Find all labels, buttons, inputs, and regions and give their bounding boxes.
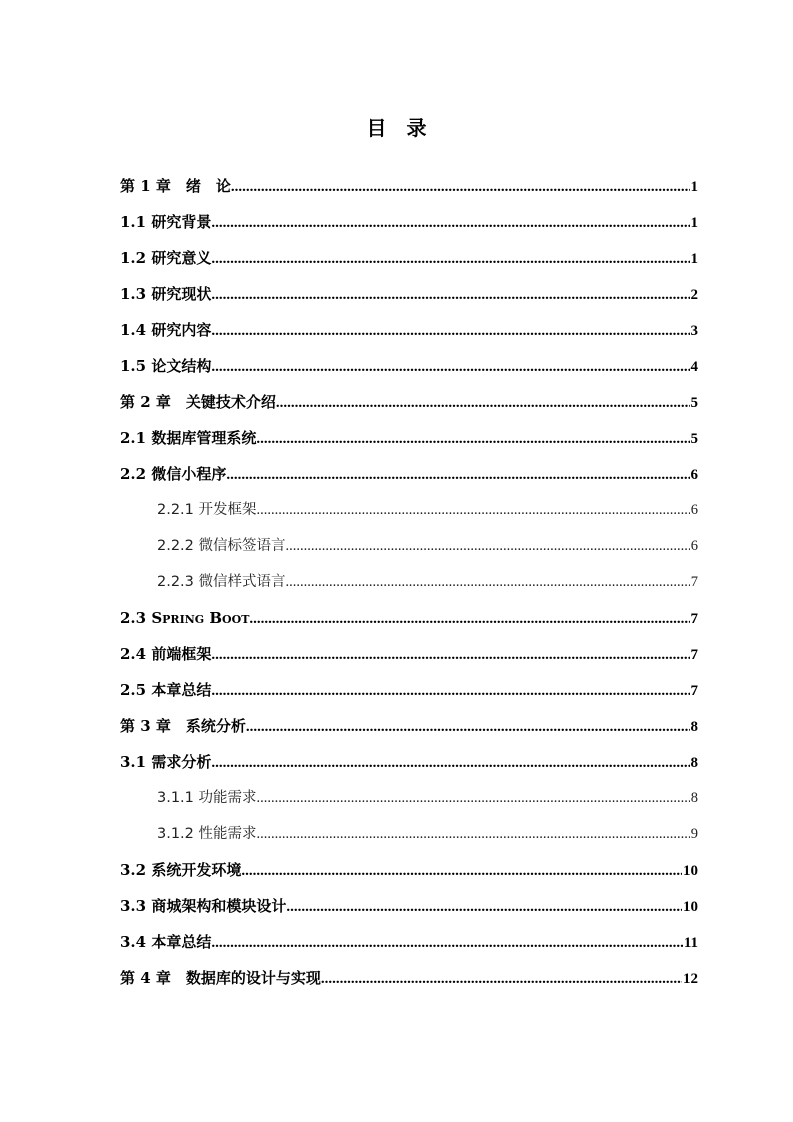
toc-entry-label: 1.3 研究现状 <box>120 285 212 303</box>
toc-entry-label: 2.2 微信小程序 <box>120 465 227 483</box>
toc-entry-page: 1 <box>690 251 698 267</box>
toc-entry-page: 10 <box>683 899 698 915</box>
toc-entry-page: 2 <box>690 287 698 303</box>
toc-leader <box>257 492 690 528</box>
toc-entry[interactable] <box>120 240 698 276</box>
toc-entry-label: 3.1 需求分析 <box>120 753 212 771</box>
toc-subentry[interactable] <box>120 528 698 564</box>
toc-entry[interactable] <box>120 384 698 420</box>
toc-entry-page: 3 <box>690 323 698 339</box>
toc-leader <box>249 601 689 637</box>
toc-entry-page: 7 <box>690 611 698 627</box>
toc-leader <box>211 277 689 313</box>
toc-entry[interactable] <box>120 924 698 960</box>
toc-entry-page: 12 <box>683 971 698 987</box>
toc-entry[interactable] <box>120 456 698 492</box>
toc-entry-page: 7 <box>690 683 698 699</box>
toc-entry-label: 1.2 研究意义 <box>120 249 212 267</box>
toc-leader <box>246 709 690 745</box>
toc-entry-page: 9 <box>690 826 698 842</box>
toc-entry-label: 3.1.1 功能需求 <box>157 790 257 806</box>
toc-entry-page: 5 <box>690 431 698 447</box>
toc-entry-label: 2.2.1 开发框架 <box>157 502 257 518</box>
toc-subentry[interactable] <box>120 492 698 528</box>
toc-leader <box>257 780 690 816</box>
toc-entry[interactable] <box>120 960 698 996</box>
toc-entry-label: 3.1.2 性能需求 <box>157 826 257 842</box>
toc-leader <box>226 457 689 493</box>
toc-entry-label: 第 2 章 关键技术介绍 <box>120 393 276 411</box>
toc-leader <box>211 313 689 349</box>
toc-entry-page: 6 <box>690 502 698 518</box>
toc-entry[interactable] <box>120 168 698 204</box>
page-title: 目 录 <box>366 116 427 140</box>
table-of-contents <box>120 168 698 996</box>
toc-entry-label: 2.3 Spring Boot <box>120 609 250 627</box>
toc-entry[interactable] <box>120 744 698 780</box>
toc-leader <box>241 853 682 889</box>
toc-entry[interactable] <box>120 636 698 672</box>
toc-entry[interactable] <box>120 852 698 888</box>
toc-entry-page: 1 <box>690 179 698 195</box>
toc-entry[interactable] <box>120 420 698 456</box>
toc-leader <box>211 673 689 709</box>
toc-entry-label: 第 3 章 系统分析 <box>120 717 246 735</box>
toc-entry[interactable] <box>120 600 698 636</box>
toc-leader <box>211 205 689 241</box>
toc-leader <box>211 349 689 385</box>
toc-entry[interactable] <box>120 888 698 924</box>
toc-leader <box>321 961 682 997</box>
toc-entry-page: 7 <box>690 647 698 663</box>
toc-entry-label: 1.1 研究背景 <box>120 213 212 231</box>
toc-entry-label: 2.4 前端框架 <box>120 645 212 663</box>
toc-entry-page: 10 <box>683 863 698 879</box>
toc-entry[interactable] <box>120 276 698 312</box>
toc-leader <box>211 637 689 673</box>
toc-subentry[interactable] <box>120 816 698 852</box>
toc-leader <box>211 241 689 277</box>
toc-entry[interactable] <box>120 672 698 708</box>
toc-entry-label: 2.5 本章总结 <box>120 681 212 699</box>
toc-entry-label: 3.2 系统开发环境 <box>120 861 242 879</box>
toc-entry-page: 7 <box>690 574 698 590</box>
toc-entry[interactable] <box>120 204 698 240</box>
toc-entry-label: 2.1 数据库管理系统 <box>120 429 257 447</box>
toc-entry-page: 8 <box>690 755 698 771</box>
toc-entry-page: 8 <box>690 719 698 735</box>
toc-leader <box>211 925 682 961</box>
toc-entry-page: 6 <box>690 467 698 483</box>
toc-entry-label: 第 1 章 绪 论 <box>120 177 231 195</box>
toc-entry-label: 第 4 章 数据库的设计与实现 <box>120 969 321 987</box>
toc-entry-page: 11 <box>683 935 698 951</box>
toc-entry-label: 1.5 论文结构 <box>120 357 212 375</box>
toc-entry-page: 8 <box>690 790 698 806</box>
toc-entry-label: 2.2.2 微信标签语言 <box>157 538 286 554</box>
toc-leader <box>286 889 682 925</box>
toc-leader <box>286 528 690 564</box>
toc-leader <box>286 564 690 600</box>
toc-leader <box>231 169 690 205</box>
toc-leader <box>256 421 689 457</box>
toc-entry-page: 1 <box>690 215 698 231</box>
toc-entry[interactable] <box>120 312 698 348</box>
toc-entry[interactable] <box>120 708 698 744</box>
toc-subentry[interactable] <box>120 780 698 816</box>
toc-leader <box>276 385 690 421</box>
toc-leader <box>211 745 689 781</box>
toc-entry-label: 2.2.3 微信样式语言 <box>157 574 286 590</box>
toc-entry[interactable] <box>120 348 698 384</box>
toc-entry-label: 3.3 商城架构和模块设计 <box>120 897 287 915</box>
toc-entry-page: 4 <box>690 359 698 375</box>
toc-entry-label: 3.4 本章总结 <box>120 933 212 951</box>
toc-entry-page: 5 <box>690 395 698 411</box>
toc-leader <box>257 816 690 852</box>
toc-entry-page: 6 <box>690 538 698 554</box>
toc-entry-label: 1.4 研究内容 <box>120 321 212 339</box>
toc-subentry[interactable] <box>120 564 698 600</box>
